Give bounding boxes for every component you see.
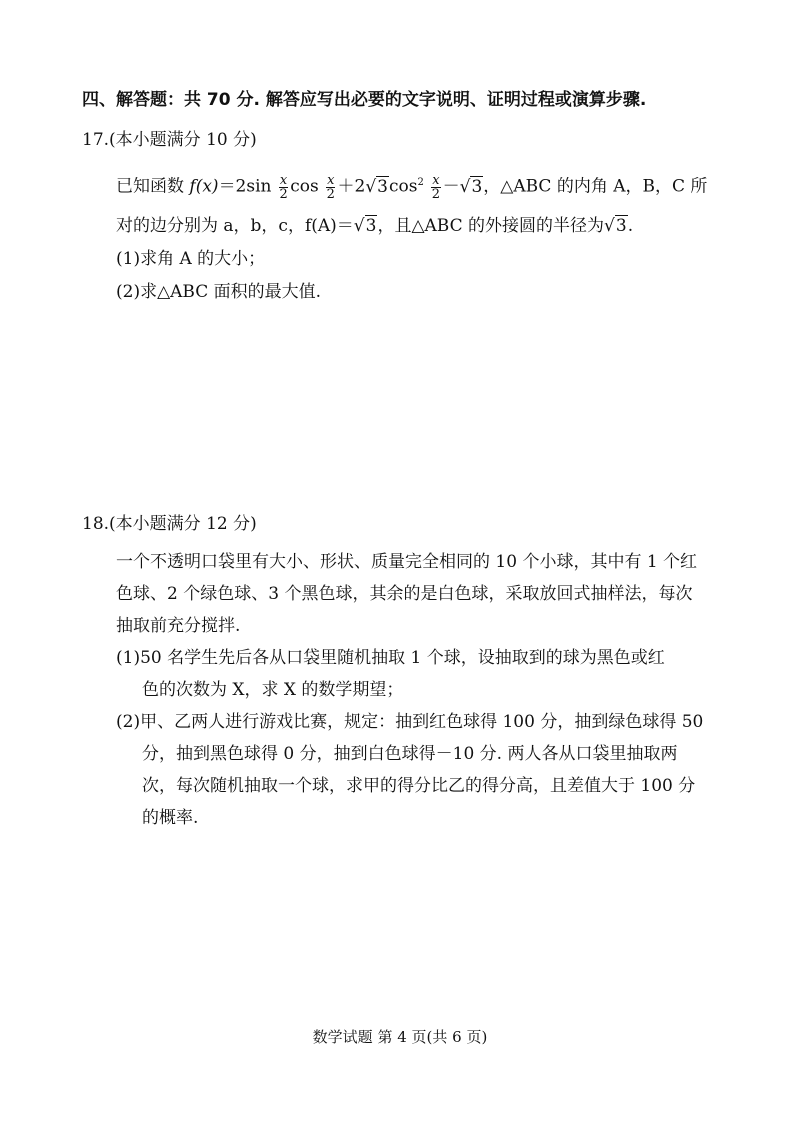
q17-fx: f(x) [189,176,219,197]
q17-cos: cos [290,176,319,197]
q18-stem-line1: 一个不透明口袋里有大小、形状、质量完全相同的 10 个小球，其中有 1 个红 [116,552,698,572]
section-header: 四、解答题：共 70 分. 解答应写出必要的文字说明、证明过程或演算步骤. [82,90,647,110]
q17-frac-2: $\frac{x}{2}$ [326,172,335,202]
q17-stem-line1 [116,168,707,202]
q18-part2-line2: 分，抽到黑色球得 0 分，抽到白色球得－10 分. 两人各从口袋里抽取两 [142,744,678,764]
q17-cos2: cos [388,176,418,197]
q17-eq1: ＝2sin [218,176,272,197]
q17-stem-1b: ，△ABC 的内角 A，B，C 所 [483,176,708,197]
q17-plus-coef: ＋2 [337,176,366,197]
q17-stem-2c: . [627,216,634,236]
q17-sqrt-1: √3 [365,176,388,197]
q17-sqrt-2: √3 [459,176,483,197]
q18-stem-line3: 抽取前充分搅拌. [116,616,241,636]
q17-part1: (1)求角 A 的大小； [116,249,266,269]
q17-minus: － [442,176,460,197]
q18-part2-line4: 的概率. [142,808,199,828]
q17-stem-2a: 对的边分别为 a，b，c，f(A)＝ [116,216,354,236]
q18-part1-line1: (1)50 名学生先后各从口袋里随机抽取 1 个球，设抽取到的球为黑色或红 [116,648,665,668]
q18-part2-line3: 次，每次随机抽取一个球，求甲的得分比乙的得分高，且差值大于 100 分 [142,776,696,796]
q17-stem-2b: ，且△ABC 的外接圆的半径为 [377,216,605,236]
q17-stem-line2 [116,214,633,238]
q17-part2: (2)求△ABC 面积的最大值. [116,282,322,302]
q17-frac-3: $\frac{x}{2}$ [431,172,441,202]
q18-number: 18.(本小题满分 12 分) [82,514,257,534]
q17-frac-1: $\frac{x}{2}$ [279,172,288,202]
q17-sqrt-3: √3 [353,216,377,236]
page-footer: 数学试题 第 4 页(共 6 页) [312,1028,488,1046]
q17-number: 17.(本小题满分 10 分) [82,130,257,150]
q18-part1-line2: 色的次数为 X，求 X 的数学期望； [142,680,404,700]
q17-sup2: 2 [417,177,424,188]
q18-part2-line1: (2)甲、乙两人进行游戏比赛，规定：抽到红色球得 100 分，抽到绿色球得 50 [116,712,704,732]
q17-sqrt-4: √3 [604,216,627,236]
q17-stem-text: 已知函数 [116,176,190,197]
q18-stem-line2: 色球、2 个绿色球、3 个黑色球，其余的是白色球，采取放回式抽样法，每次 [116,584,693,604]
